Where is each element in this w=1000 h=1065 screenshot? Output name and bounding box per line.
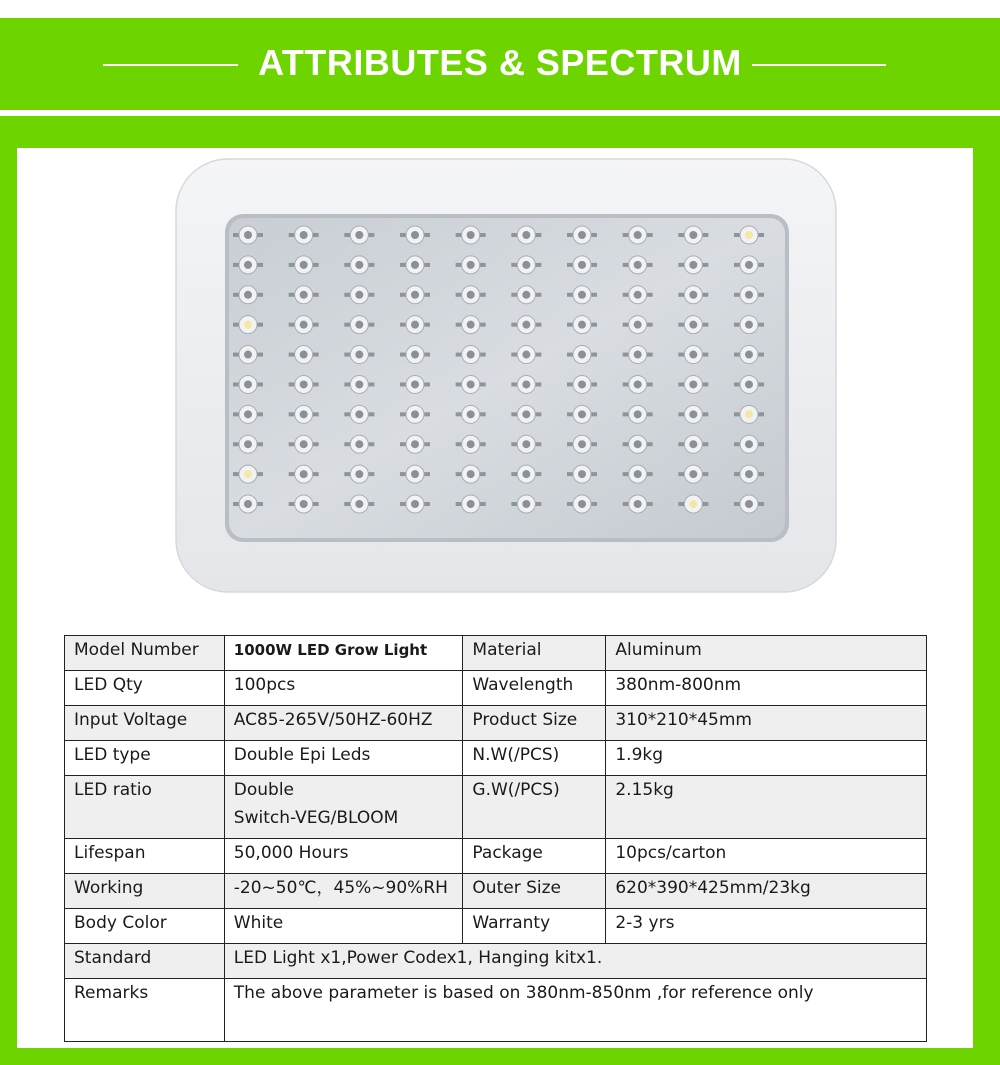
spec-table	[64, 635, 927, 1042]
table-row	[65, 776, 927, 839]
spec-value: 1.9kg	[606, 741, 927, 776]
spec-value: 10pcs/carton	[606, 839, 927, 874]
spec-value	[224, 776, 463, 839]
spec-value: 2.15kg	[606, 776, 927, 839]
spec-value-line: Switch-VEG/BLOOM	[233, 808, 399, 828]
spec-value: 100pcs	[224, 671, 463, 706]
spec-label: LED Qty	[65, 671, 225, 706]
spec-label: Warranty	[463, 909, 606, 944]
spec-value: 50,000 Hours	[224, 839, 463, 874]
spec-value: -20~50℃，45%~90%RH	[224, 874, 463, 909]
spec-value: 2-3 yrs	[606, 909, 927, 944]
spec-value: 310*210*45mm	[606, 706, 927, 741]
spec-label: Wavelength	[463, 671, 606, 706]
table-row	[65, 839, 927, 874]
table-row	[65, 671, 927, 706]
table-row	[65, 741, 927, 776]
spec-label: G.W(/PCS)	[463, 776, 606, 839]
spec-label: Package	[463, 839, 606, 874]
table-row	[65, 706, 927, 741]
spec-label: Outer Size	[463, 874, 606, 909]
spec-label: Remarks	[65, 979, 225, 1042]
page-title: ATTRIBUTES & SPECTRUM	[258, 42, 742, 83]
spec-label: Material	[463, 636, 606, 671]
spec-label: Lifespan	[65, 839, 225, 874]
spec-label: Model Number	[65, 636, 225, 671]
spec-value: Double Epi Leds	[224, 741, 463, 776]
spec-label: Input Voltage	[65, 706, 225, 741]
content-frame	[0, 116, 1000, 1065]
spec-value: White	[224, 909, 463, 944]
product-image	[175, 158, 837, 593]
spec-label: N.W(/PCS)	[463, 741, 606, 776]
table-row	[65, 874, 927, 909]
spec-value-line: Double	[233, 780, 295, 800]
header-banner	[0, 18, 1000, 110]
table-row	[65, 909, 927, 944]
spec-value: The above parameter is based on 380nm-850nm ,for reference only	[224, 979, 926, 1042]
spec-value: LED Light x1,Power Codex1, Hanging kitx1.	[224, 944, 926, 979]
spec-value: 1000W LED Grow Light	[224, 636, 463, 671]
spec-label: Standard	[65, 944, 225, 979]
spec-label: LED ratio	[65, 776, 225, 839]
table-row	[65, 636, 927, 671]
table-row	[65, 979, 927, 1042]
spec-label: Product Size	[463, 706, 606, 741]
spec-label: Body Color	[65, 909, 225, 944]
spec-value: 380nm-800nm	[606, 671, 927, 706]
table-row	[65, 944, 927, 979]
spec-label: Working	[65, 874, 225, 909]
spec-value: 620*390*425mm/23kg	[606, 874, 927, 909]
spec-value: Aluminum	[606, 636, 927, 671]
header-divider-right	[752, 64, 886, 66]
content-panel	[17, 148, 973, 1048]
spec-label: LED type	[65, 741, 225, 776]
spec-value: AC85-265V/50HZ-60HZ	[224, 706, 463, 741]
